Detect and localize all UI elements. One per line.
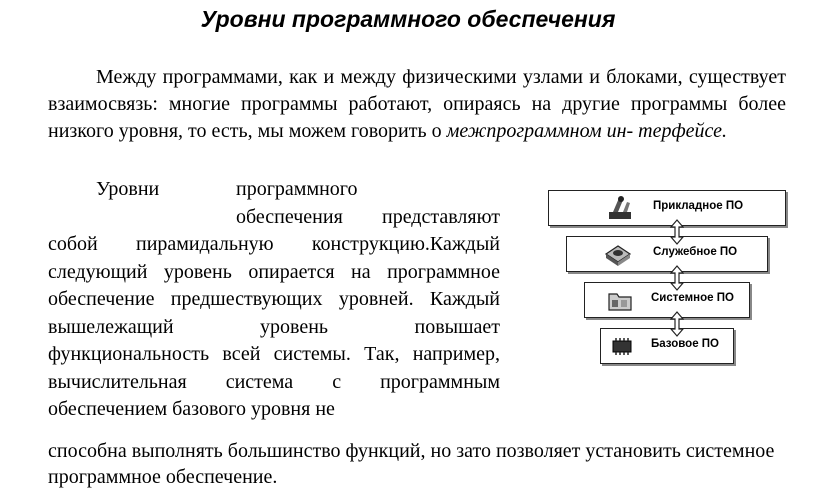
paragraph-conclusion: способна выполнять большинство функций, но зато позволяет установить системное программное обеспечение. [48,440,775,488]
level-service-label: Служебное ПО [653,246,738,258]
folder-icon [605,286,635,314]
page-title: Уровни программного обеспечения [200,6,616,32]
drive-icon [603,240,633,268]
double-arrow-icon [670,265,684,291]
paragraph-intro-emphasis: межпрограммном ин- терфейсе. [446,120,728,142]
double-arrow-icon [670,311,684,337]
level-system-label: Системное ПО [651,292,734,304]
paragraph-pyramid-text: обеспечения представляют собой пирамидальную конструкцию.Каждый следующий уровень опирается на программное обеспечение предшествующих уровней. Каждый вышележащий уровень повышает функциональность всей системы. Так, например, вычислительная система с программным обеспечением базового уровня не [48,205,500,420]
paragraph-intro [48,64,786,145]
tools-icon [605,194,635,222]
paragraph-intro-text: Между программами, как и между физическими узлами и блоками, существует взаимосвязь: многие программы работают, опираясь на другие программы более низкого уровня, то есть, мы можем говорить о [48,66,786,142]
software-levels-diagram [540,178,790,378]
level-system [584,282,750,318]
paragraph-pyramid [48,176,500,424]
chip-icon [607,332,637,360]
level-service [566,236,768,272]
double-arrow-icon [670,219,684,245]
paragraph-pyramid-lead [48,176,500,204]
paragraph-pyramid-lead-word: Уровни [96,178,160,200]
level-applied-label: Прикладное ПО [653,200,744,212]
level-base [600,328,734,364]
level-base-label: Базовое ПО [651,338,720,350]
paragraph-pyramid-lead-word2: программного [236,178,358,200]
level-applied [548,190,786,226]
